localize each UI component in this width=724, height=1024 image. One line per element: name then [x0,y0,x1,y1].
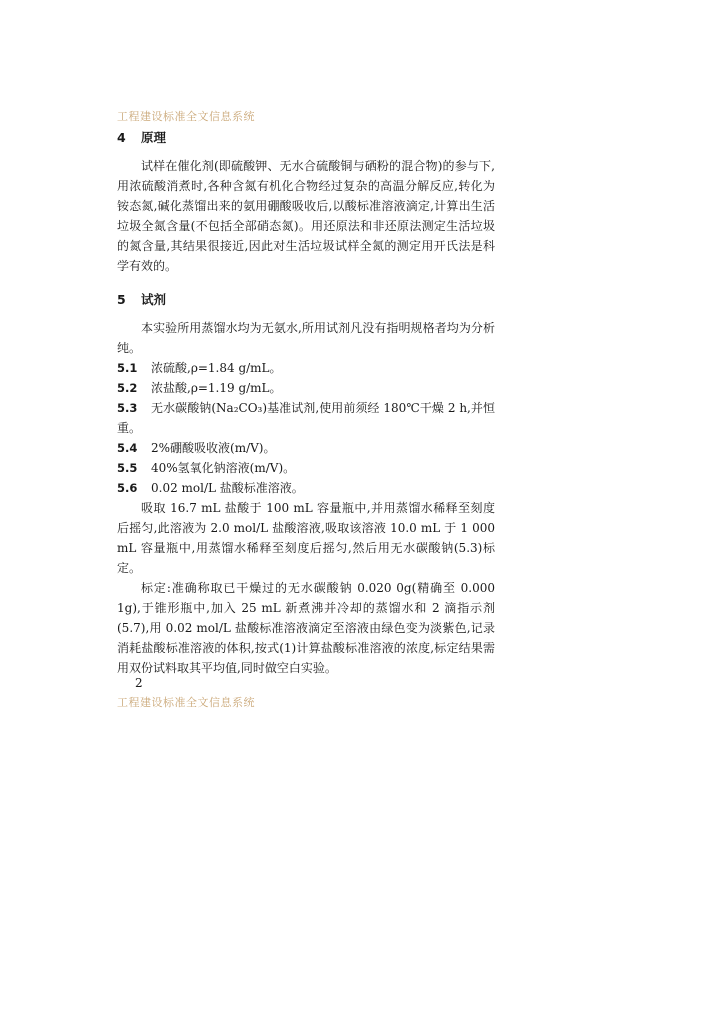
section-5-intro: 本实验所用蒸馏水均为无氨水,所用试剂凡没有指明规格者均为分析纯。 [117,321,495,355]
reagent-text: 浓硫酸,ρ=1.84 g/mL。 [151,361,282,375]
reagent-text: 0.02 mol/L 盐酸标准溶液。 [151,481,304,495]
reagent-item [117,378,495,398]
reagent-number: 5.2 [117,381,138,395]
reagent-number: 5.3 [117,401,138,415]
reagent-number: 5.6 [117,481,138,495]
watermark-top: 工程建设标准全文信息系统 [117,110,255,123]
document-body [117,128,495,678]
reagent-item [117,438,495,458]
page-number: 2 [135,676,143,690]
section-5-title: 试剂 [141,292,167,307]
reagent-number: 5.1 [117,361,138,375]
section-5-number: 5 [117,292,126,307]
reagent-text: 无水碳酸钠(Na₂CO₃)基准试剂,使用前须经 180℃干燥 2 h,并恒重。 [117,401,495,435]
section-4-number: 4 [117,130,126,145]
section-4-title: 原理 [141,130,167,145]
reagent-item [117,478,495,498]
reagent-text: 2%硼酸吸收液(m/V)。 [151,441,276,455]
reagent-number: 5.4 [117,441,138,455]
reagent-item [117,398,495,438]
section-4-paragraph: 试样在催化剂(即硫酸钾、无水合硫酸铜与硒粉的混合物)的参与下,用浓硫酸消煮时,各种含氮有机化合物经过复杂的高温分解反应,转化为铵态氮,碱化蒸馏出来的氨用硼酸吸收后,以酸标准溶液滴定,计算出生活垃圾全氮含量(不包括全部硝态氮)。用还原法和非还原法测定生活垃圾的氮含量,其结果很接近,因此对生活垃圾试样全氮的测定用开氏法是科学有效的。 [117,159,495,273]
hcl-calibration-paragraph: 标定:准确称取已干燥过的无水碳酸钠 0.020 0g(精确至 0.000 1g),于锥形瓶中,加入 25 mL 新煮沸并冷却的蒸馏水和 2 滴指示剂(5.7),用 0.02 mol/L 盐酸标准溶液滴定至溶液由绿色变为淡紫色,记录消耗盐酸标准溶液的体积,按式(1)计算盐酸标准溶液的浓度,标定结果需用双份试料取其平均值,同时做空白实验。 [117,581,495,675]
reagent-item [117,458,495,478]
watermark-bottom: 工程建设标准全文信息系统 [117,696,255,709]
reagent-item [117,358,495,378]
reagent-text: 浓盐酸,ρ=1.19 g/mL。 [151,381,282,395]
section-4-heading [117,128,495,148]
reagent-number: 5.5 [117,461,138,475]
reagent-text: 40%氢氧化钠溶液(m/V)。 [151,461,296,475]
hcl-preparation-paragraph: 吸取 16.7 mL 盐酸于 100 mL 容量瓶中,并用蒸馏水稀释至刻度后摇匀,此溶液为 2.0 mol/L 盐酸溶液,吸取该溶液 10.0 mL 于 1 000 mL 容量瓶中,用蒸馏水稀释至刻度后摇匀,然后用无水碳酸钠(5.3)标定。 [117,501,495,575]
section-5-heading [117,290,495,310]
